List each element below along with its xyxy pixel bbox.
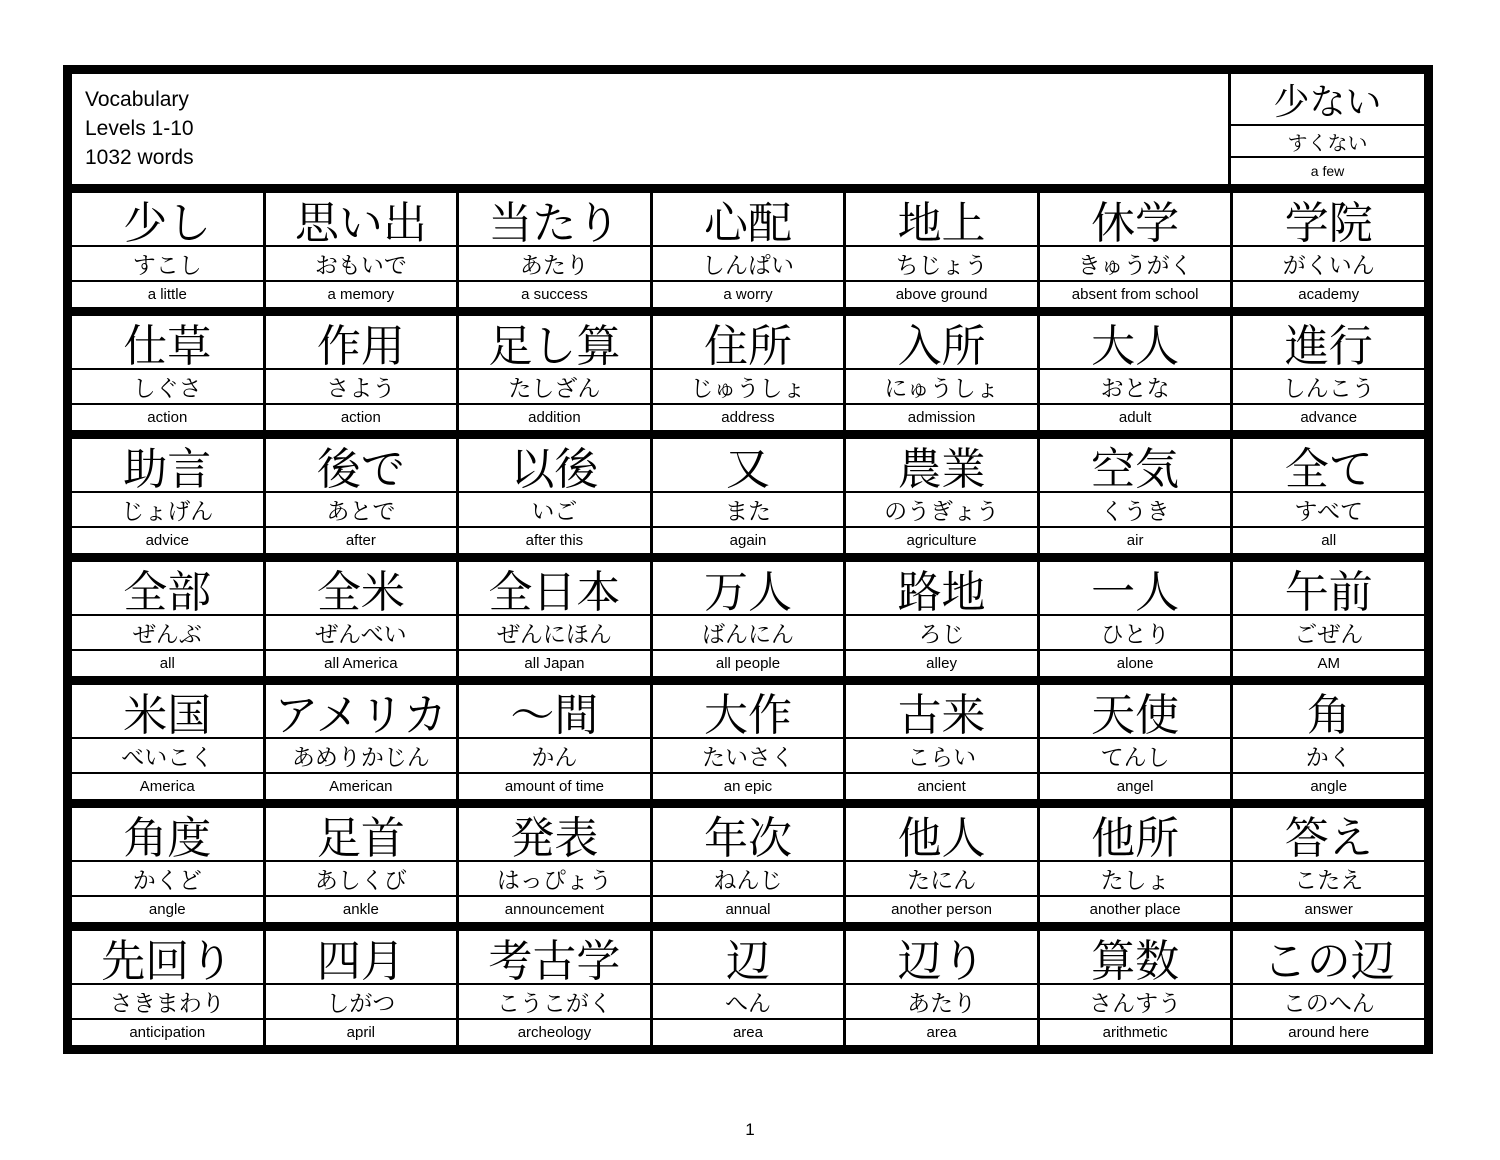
vocab-row — [72, 808, 1424, 922]
kana-reading: すこし — [72, 247, 263, 280]
kana-reading: さよう — [266, 370, 457, 403]
vocab-table — [63, 65, 1433, 1054]
featured-kanji-text: 少ない — [1231, 74, 1424, 124]
kana-reading: ぜんにほん — [459, 616, 650, 649]
kana-reading: かく — [1233, 739, 1424, 772]
english-meaning: angel — [1040, 774, 1231, 799]
sheet-title-line: Vocabulary — [85, 88, 189, 111]
kana-reading: くうき — [1040, 493, 1231, 526]
vocab-cell — [653, 685, 844, 799]
vocab-row — [72, 931, 1424, 1045]
vocab-cell — [72, 193, 263, 307]
sheet-title-line: 1032 words — [85, 146, 194, 169]
kanji-text: 全日本 — [459, 562, 650, 614]
vocab-cell — [266, 439, 457, 553]
english-meaning: advice — [72, 528, 263, 553]
english-meaning: amount of time — [459, 774, 650, 799]
vocab-cell — [653, 931, 844, 1045]
english-meaning: all — [1233, 528, 1424, 553]
vocab-cell — [72, 685, 263, 799]
kanji-text: 全部 — [72, 562, 263, 614]
vocab-cell — [1040, 562, 1231, 676]
kana-reading: いご — [459, 493, 650, 526]
kanji-text: 発表 — [459, 808, 650, 860]
english-meaning: an epic — [653, 774, 844, 799]
vocab-cell — [846, 439, 1037, 553]
vocab-cell — [1040, 685, 1231, 799]
english-meaning: answer — [1233, 897, 1424, 922]
kanji-text: 一人 — [1040, 562, 1231, 614]
kanji-text: 少し — [72, 193, 263, 245]
vocab-cell — [846, 316, 1037, 430]
english-meaning: action — [266, 405, 457, 430]
vocab-cell — [459, 685, 650, 799]
vocab-cell — [653, 562, 844, 676]
kana-reading: ひとり — [1040, 616, 1231, 649]
kanji-text: この辺 — [1233, 931, 1424, 983]
kanji-text: 当たり — [459, 193, 650, 245]
kanji-text: 角度 — [72, 808, 263, 860]
kanji-text: 午前 — [1233, 562, 1424, 614]
english-meaning: announcement — [459, 897, 650, 922]
kanji-text: 農業 — [846, 439, 1037, 491]
vocab-row — [72, 193, 1424, 307]
kanji-text: 全て — [1233, 439, 1424, 491]
english-meaning: a little — [72, 282, 263, 307]
kanji-text: 又 — [653, 439, 844, 491]
kanji-text: 四月 — [266, 931, 457, 983]
kanji-text: 入所 — [846, 316, 1037, 368]
vocab-cell — [1233, 439, 1424, 553]
kanji-text: 思い出 — [266, 193, 457, 245]
vocab-row — [72, 562, 1424, 676]
kana-reading: しがつ — [266, 985, 457, 1018]
kanji-text: 古来 — [846, 685, 1037, 737]
english-meaning: addition — [459, 405, 650, 430]
kana-reading: へん — [653, 985, 844, 1018]
english-meaning: AM — [1233, 651, 1424, 676]
kana-reading: こらい — [846, 739, 1037, 772]
vocab-cell — [846, 193, 1037, 307]
english-meaning: alone — [1040, 651, 1231, 676]
kanji-text: 答え — [1233, 808, 1424, 860]
vocab-cell — [653, 439, 844, 553]
kana-reading: しぐさ — [72, 370, 263, 403]
kana-reading: こうこがく — [459, 985, 650, 1018]
kana-reading: たにん — [846, 862, 1037, 895]
kanji-text: 先回り — [72, 931, 263, 983]
vocab-cell — [266, 931, 457, 1045]
vocab-row — [72, 439, 1424, 553]
english-meaning: American — [266, 774, 457, 799]
english-meaning: after this — [459, 528, 650, 553]
kanji-text: 休学 — [1040, 193, 1231, 245]
vocab-cell — [459, 439, 650, 553]
kana-reading: あしくび — [266, 862, 457, 895]
vocab-row — [72, 685, 1424, 799]
vocab-cell — [846, 685, 1037, 799]
kanji-text: 他人 — [846, 808, 1037, 860]
kanji-text: 足首 — [266, 808, 457, 860]
vocab-cell — [459, 193, 650, 307]
english-meaning: address — [653, 405, 844, 430]
kanji-text: 学院 — [1233, 193, 1424, 245]
kanji-text: 心配 — [653, 193, 844, 245]
vocab-cell — [459, 808, 650, 922]
kana-reading: あめりかじん — [266, 739, 457, 772]
english-meaning: all Japan — [459, 651, 650, 676]
vocab-cell — [653, 193, 844, 307]
english-meaning: action — [72, 405, 263, 430]
kanji-text: 助言 — [72, 439, 263, 491]
kanji-text: 進行 — [1233, 316, 1424, 368]
kanji-text: 算数 — [1040, 931, 1231, 983]
vocab-cell — [846, 808, 1037, 922]
english-meaning: absent from school — [1040, 282, 1231, 307]
kana-reading: おもいで — [266, 247, 457, 280]
english-meaning: annual — [653, 897, 844, 922]
kana-reading: のうぎょう — [846, 493, 1037, 526]
kanji-text: 年次 — [653, 808, 844, 860]
english-meaning: another place — [1040, 897, 1231, 922]
kanji-text: 路地 — [846, 562, 1037, 614]
kanji-text: 空気 — [1040, 439, 1231, 491]
kana-reading: たいさく — [653, 739, 844, 772]
header-row — [72, 74, 1424, 184]
vocab-cell — [266, 316, 457, 430]
english-meaning: a success — [459, 282, 650, 307]
kana-reading: ちじょう — [846, 247, 1037, 280]
vocab-cell — [1233, 685, 1424, 799]
vocab-cell — [1040, 439, 1231, 553]
english-meaning: arithmetic — [1040, 1020, 1231, 1045]
kana-reading: すべて — [1233, 493, 1424, 526]
kanji-text: 他所 — [1040, 808, 1231, 860]
sheet-title — [72, 74, 1228, 184]
kana-reading: てんし — [1040, 739, 1231, 772]
kanji-text: 万人 — [653, 562, 844, 614]
kanji-text: 全米 — [266, 562, 457, 614]
kana-reading: じゅうしょ — [653, 370, 844, 403]
kana-reading: がくいん — [1233, 247, 1424, 280]
kana-reading: しんこう — [1233, 370, 1424, 403]
english-meaning: a worry — [653, 282, 844, 307]
vocab-cell — [846, 562, 1037, 676]
sheet-title-line: Levels 1-10 — [85, 117, 194, 140]
kana-reading: こたえ — [1233, 862, 1424, 895]
vocab-cell — [266, 685, 457, 799]
featured-word-card — [1231, 74, 1424, 184]
kana-reading: ろじ — [846, 616, 1037, 649]
english-meaning: alley — [846, 651, 1037, 676]
english-meaning: ancient — [846, 774, 1037, 799]
kana-reading: たしざん — [459, 370, 650, 403]
vocab-cell — [266, 808, 457, 922]
vocab-cell — [1040, 193, 1231, 307]
english-meaning: angle — [1233, 774, 1424, 799]
kana-reading: さきまわり — [72, 985, 263, 1018]
english-meaning: after — [266, 528, 457, 553]
kanji-text: 住所 — [653, 316, 844, 368]
english-meaning: archeology — [459, 1020, 650, 1045]
english-meaning: all America — [266, 651, 457, 676]
vocab-cell — [1040, 316, 1231, 430]
english-meaning: area — [653, 1020, 844, 1045]
vocab-cell — [459, 316, 650, 430]
vocab-cell — [72, 931, 263, 1045]
vocab-cell — [1040, 931, 1231, 1045]
kanji-text: 考古学 — [459, 931, 650, 983]
vocab-cell — [266, 193, 457, 307]
vocab-row — [72, 316, 1424, 430]
kana-reading: ぜんべい — [266, 616, 457, 649]
kanji-text: 〜間 — [459, 685, 650, 737]
vocab-cell — [1233, 193, 1424, 307]
vocab-cell — [266, 562, 457, 676]
english-meaning: advance — [1233, 405, 1424, 430]
vocab-cell — [1233, 931, 1424, 1045]
kana-reading: しんぱい — [653, 247, 844, 280]
kana-reading: あたり — [846, 985, 1037, 1018]
english-meaning: adult — [1040, 405, 1231, 430]
featured-kana-reading: すくない — [1231, 126, 1424, 156]
english-meaning: anticipation — [72, 1020, 263, 1045]
vocab-cell — [72, 808, 263, 922]
english-meaning: academy — [1233, 282, 1424, 307]
english-meaning: another person — [846, 897, 1037, 922]
kanji-text: 米国 — [72, 685, 263, 737]
kana-reading: このへん — [1233, 985, 1424, 1018]
english-meaning: angle — [72, 897, 263, 922]
vocab-cell — [1040, 808, 1231, 922]
kanji-text: 角 — [1233, 685, 1424, 737]
kana-reading: にゅうしょ — [846, 370, 1037, 403]
kanji-text: 後で — [266, 439, 457, 491]
english-meaning: admission — [846, 405, 1037, 430]
vocab-cell — [653, 808, 844, 922]
kana-reading: ばんにん — [653, 616, 844, 649]
english-meaning: above ground — [846, 282, 1037, 307]
kana-reading: さんすう — [1040, 985, 1231, 1018]
kana-reading: かん — [459, 739, 650, 772]
vocab-cell — [846, 931, 1037, 1045]
kana-reading: ごぜん — [1233, 616, 1424, 649]
kanji-text: 以後 — [459, 439, 650, 491]
english-meaning: again — [653, 528, 844, 553]
kana-reading: あたり — [459, 247, 650, 280]
english-meaning: all — [72, 651, 263, 676]
vocab-cell — [1233, 562, 1424, 676]
english-meaning: air — [1040, 528, 1231, 553]
kanji-text: 作用 — [266, 316, 457, 368]
vocab-cell — [72, 439, 263, 553]
kana-reading: また — [653, 493, 844, 526]
kana-reading: べいこく — [72, 739, 263, 772]
kana-reading: はっぴょう — [459, 862, 650, 895]
vocab-cell — [459, 562, 650, 676]
vocab-cell — [72, 316, 263, 430]
kana-reading: かくど — [72, 862, 263, 895]
vocab-cell — [72, 562, 263, 676]
vocab-cell — [653, 316, 844, 430]
english-meaning: ankle — [266, 897, 457, 922]
english-meaning: april — [266, 1020, 457, 1045]
vocab-cell — [1233, 316, 1424, 430]
kana-reading: あとで — [266, 493, 457, 526]
kanji-text: 辺り — [846, 931, 1037, 983]
english-meaning: America — [72, 774, 263, 799]
page-number: 1 — [745, 1120, 755, 1139]
english-meaning: all people — [653, 651, 844, 676]
vocab-cell — [1233, 808, 1424, 922]
english-meaning: agriculture — [846, 528, 1037, 553]
kana-reading: ねんじ — [653, 862, 844, 895]
english-meaning: a memory — [266, 282, 457, 307]
featured-english-meaning: a few — [1231, 158, 1424, 184]
kanji-text: 大作 — [653, 685, 844, 737]
english-meaning: area — [846, 1020, 1037, 1045]
kana-reading: たしょ — [1040, 862, 1231, 895]
vocab-cell — [459, 931, 650, 1045]
kana-reading: ぜんぶ — [72, 616, 263, 649]
kana-reading: おとな — [1040, 370, 1231, 403]
english-meaning: around here — [1233, 1020, 1424, 1045]
kanji-text: 足し算 — [459, 316, 650, 368]
kanji-text: アメリカ — [266, 685, 457, 737]
kana-reading: じょげん — [72, 493, 263, 526]
kana-reading: きゅうがく — [1040, 247, 1231, 280]
kanji-text: 天使 — [1040, 685, 1231, 737]
kanji-text: 大人 — [1040, 316, 1231, 368]
kanji-text: 仕草 — [72, 316, 263, 368]
kanji-text: 辺 — [653, 931, 844, 983]
kanji-text: 地上 — [846, 193, 1037, 245]
